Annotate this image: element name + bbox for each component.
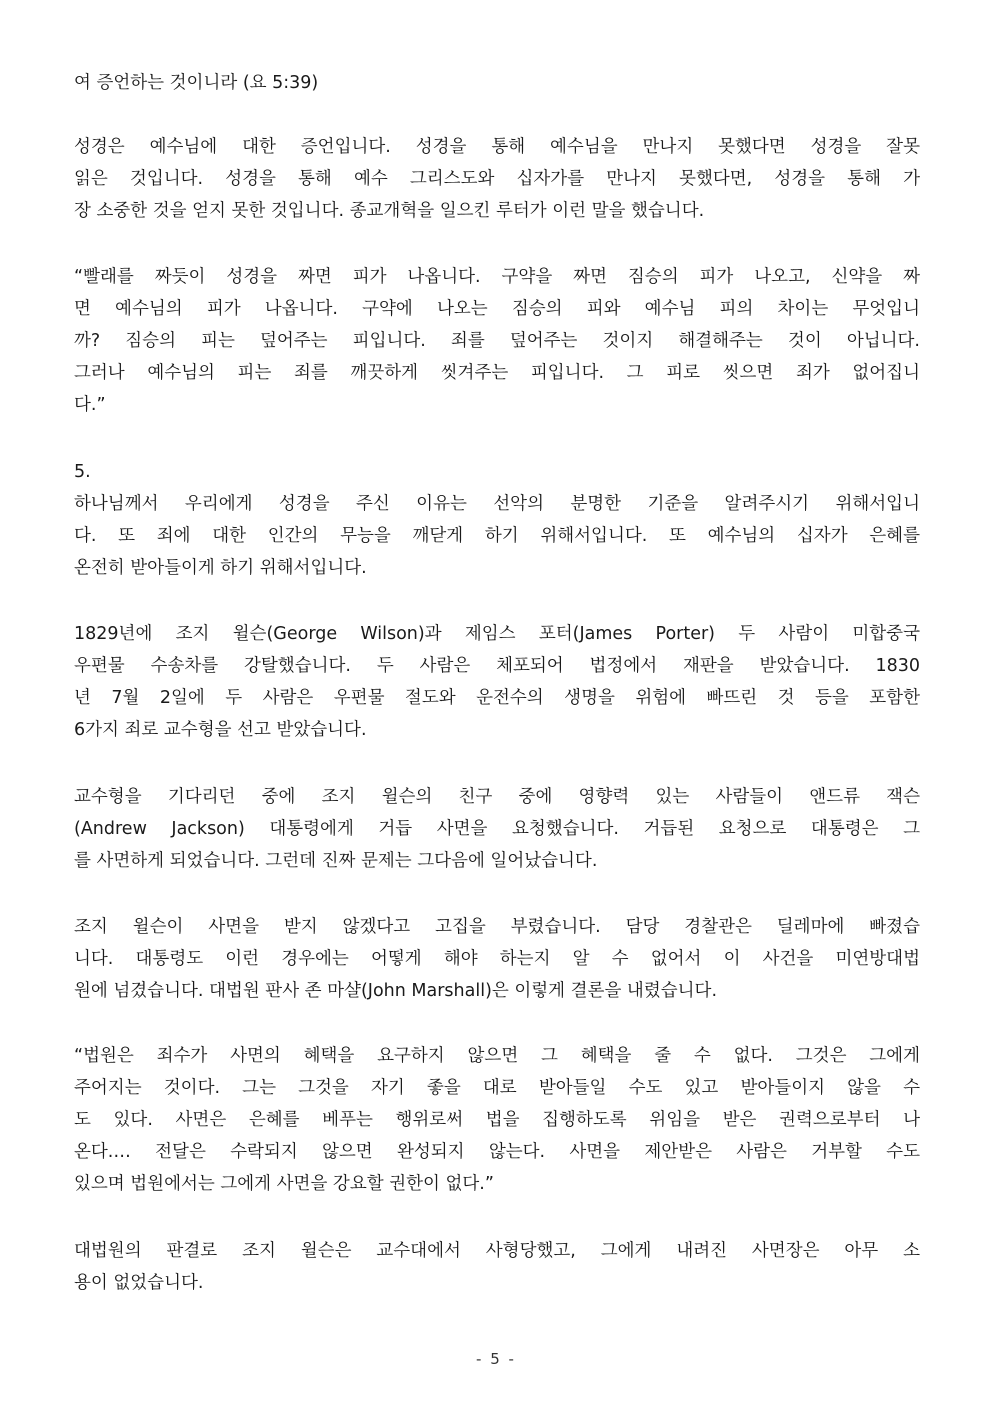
text-line: 성경은 예수님에 대한 증언입니다. 성경을 통해 예수님을 만나지 못했다면 성경을 잘못	[74, 137, 920, 157]
text-line: 교수형을 기다리던 중에 조지 윌슨의 친구 중에 영향력 있는 사람들이 앤드류 잭슨	[74, 787, 920, 807]
paragraph-refusal	[74, 911, 920, 1007]
paragraph-scripture-reference	[74, 67, 920, 99]
text-line: 도 있다. 사면은 은혜를 베푸는 행위로써 법을 집행하도록 위임을 받은 권력으로부터 나	[74, 1110, 920, 1130]
text-line: “빨래를 짜듯이 성경을 짜면 피가 나옵니다. 구약을 짜면 짐승의 피가 나오고, 신약을 짜	[74, 267, 920, 287]
paragraph-wilson-story	[74, 618, 920, 746]
text-line: 읽은 것입니다. 성경을 통해 예수 그리스도와 십자가를 만나지 못했다면, 성경을 통해 가	[74, 169, 920, 189]
text-line: 장 소중한 것을 얻지 못한 것입니다. 종교개혁을 일으킨 루터가 이런 말을 했습니다.	[74, 201, 705, 221]
text-line: 면 예수님의 피가 나옵니다. 구약에 나오는 짐승의 피와 예수님 피의 차이는 무엇입니	[74, 299, 920, 319]
text-line: 하나님께서 우리에게 성경을 주신 이유는 선악의 분명한 기준을 알려주시기 위해서입니	[74, 494, 920, 514]
text-line: “법원은 죄수가 사면의 혜택을 요구하지 않으면 그 혜택을 줄 수 없다. 그것은 그에게	[74, 1046, 920, 1066]
paragraph-testimony	[74, 131, 920, 227]
text-line: 를 사면하게 되었습니다. 그런데 진짜 문제는 그다음에 일어났습니다.	[74, 851, 598, 871]
text-line: 원에 넘겼습니다. 대법원 판사 존 마샬(John Marshall)은 이렇게 결론을 내렸습니다.	[74, 981, 718, 1001]
text-line: 우편물 수송차를 강탈했습니다. 두 사람은 체포되어 법정에서 재판을 받았습니다. 1830	[74, 656, 920, 676]
text-line: 그러나 예수님의 피는 죄를 깨끗하게 씻겨주는 피입니다. 그 피로 씻으면 죄가 없어집니	[74, 363, 920, 383]
text-line: 6가지 죄로 교수형을 선고 받았습니다.	[74, 720, 367, 740]
text-line: (Andrew Jackson) 대통령에게 거듭 사면을 요청했습니다. 거듭된 요청으로 대통령은 그	[74, 819, 920, 839]
text-line: 다.”	[74, 395, 106, 415]
text-line: 조지 윌슨이 사면을 받지 않겠다고 고집을 부렸습니다. 담당 경찰관은 딜레마에 빠졌습	[74, 917, 920, 937]
page-number: - 5 -	[476, 1350, 516, 1368]
text-line: 용이 없었습니다.	[74, 1273, 204, 1293]
text-line: 온다.… 전달은 수락되지 않으면 완성되지 않는다. 사면을 제안받은 사람은 거부할 수도	[74, 1142, 920, 1162]
paragraph-conclusion	[74, 1235, 920, 1299]
section-number: 5.	[74, 462, 91, 482]
paragraph-luther-quote	[74, 261, 920, 421]
text-line: 니다. 대통령도 이런 경우에는 어떻게 해야 하는지 알 수 없어서 이 사건을 미연방대법	[74, 949, 920, 969]
text-line: 까? 짐승의 피는 덮어주는 피입니다. 죄를 덮어주는 것이지 해결해주는 것이 아닙니다.	[74, 331, 920, 351]
text-line: 온전히 받아들이게 하기 위해서입니다.	[74, 558, 367, 578]
paragraph-section-5	[74, 456, 920, 584]
text-line: 대법원의 판결로 조지 윌슨은 교수대에서 사형당했고, 그에게 내려진 사면장은 아무 소	[74, 1241, 920, 1261]
paragraph-court-quote	[74, 1040, 920, 1200]
text-line: 년 7월 2일에 두 사람은 우편물 절도와 운전수의 생명을 위험에 빠뜨린 것 등을 포함한	[74, 688, 920, 708]
text-line: 주어지는 것이다. 그는 그것을 자기 좋을 대로 받아들일 수도 있고 받아들이지 않을 수	[74, 1078, 920, 1098]
text-line: 1829년에 조지 윌슨(George Wilson)과 제임스 포터(James Porter) 두 사람이 미합중국	[74, 624, 920, 644]
paragraph-pardon-request	[74, 781, 920, 877]
text-line: 여 증언하는 것이니라 (요 5:39)	[74, 73, 319, 93]
text-line: 다. 또 죄에 대한 인간의 무능을 깨닫게 하기 위해서입니다. 또 예수님의 십자가 은혜를	[74, 526, 920, 546]
text-line: 있으며 법원에서는 그에게 사면을 강요할 권한이 없다.”	[74, 1174, 494, 1194]
